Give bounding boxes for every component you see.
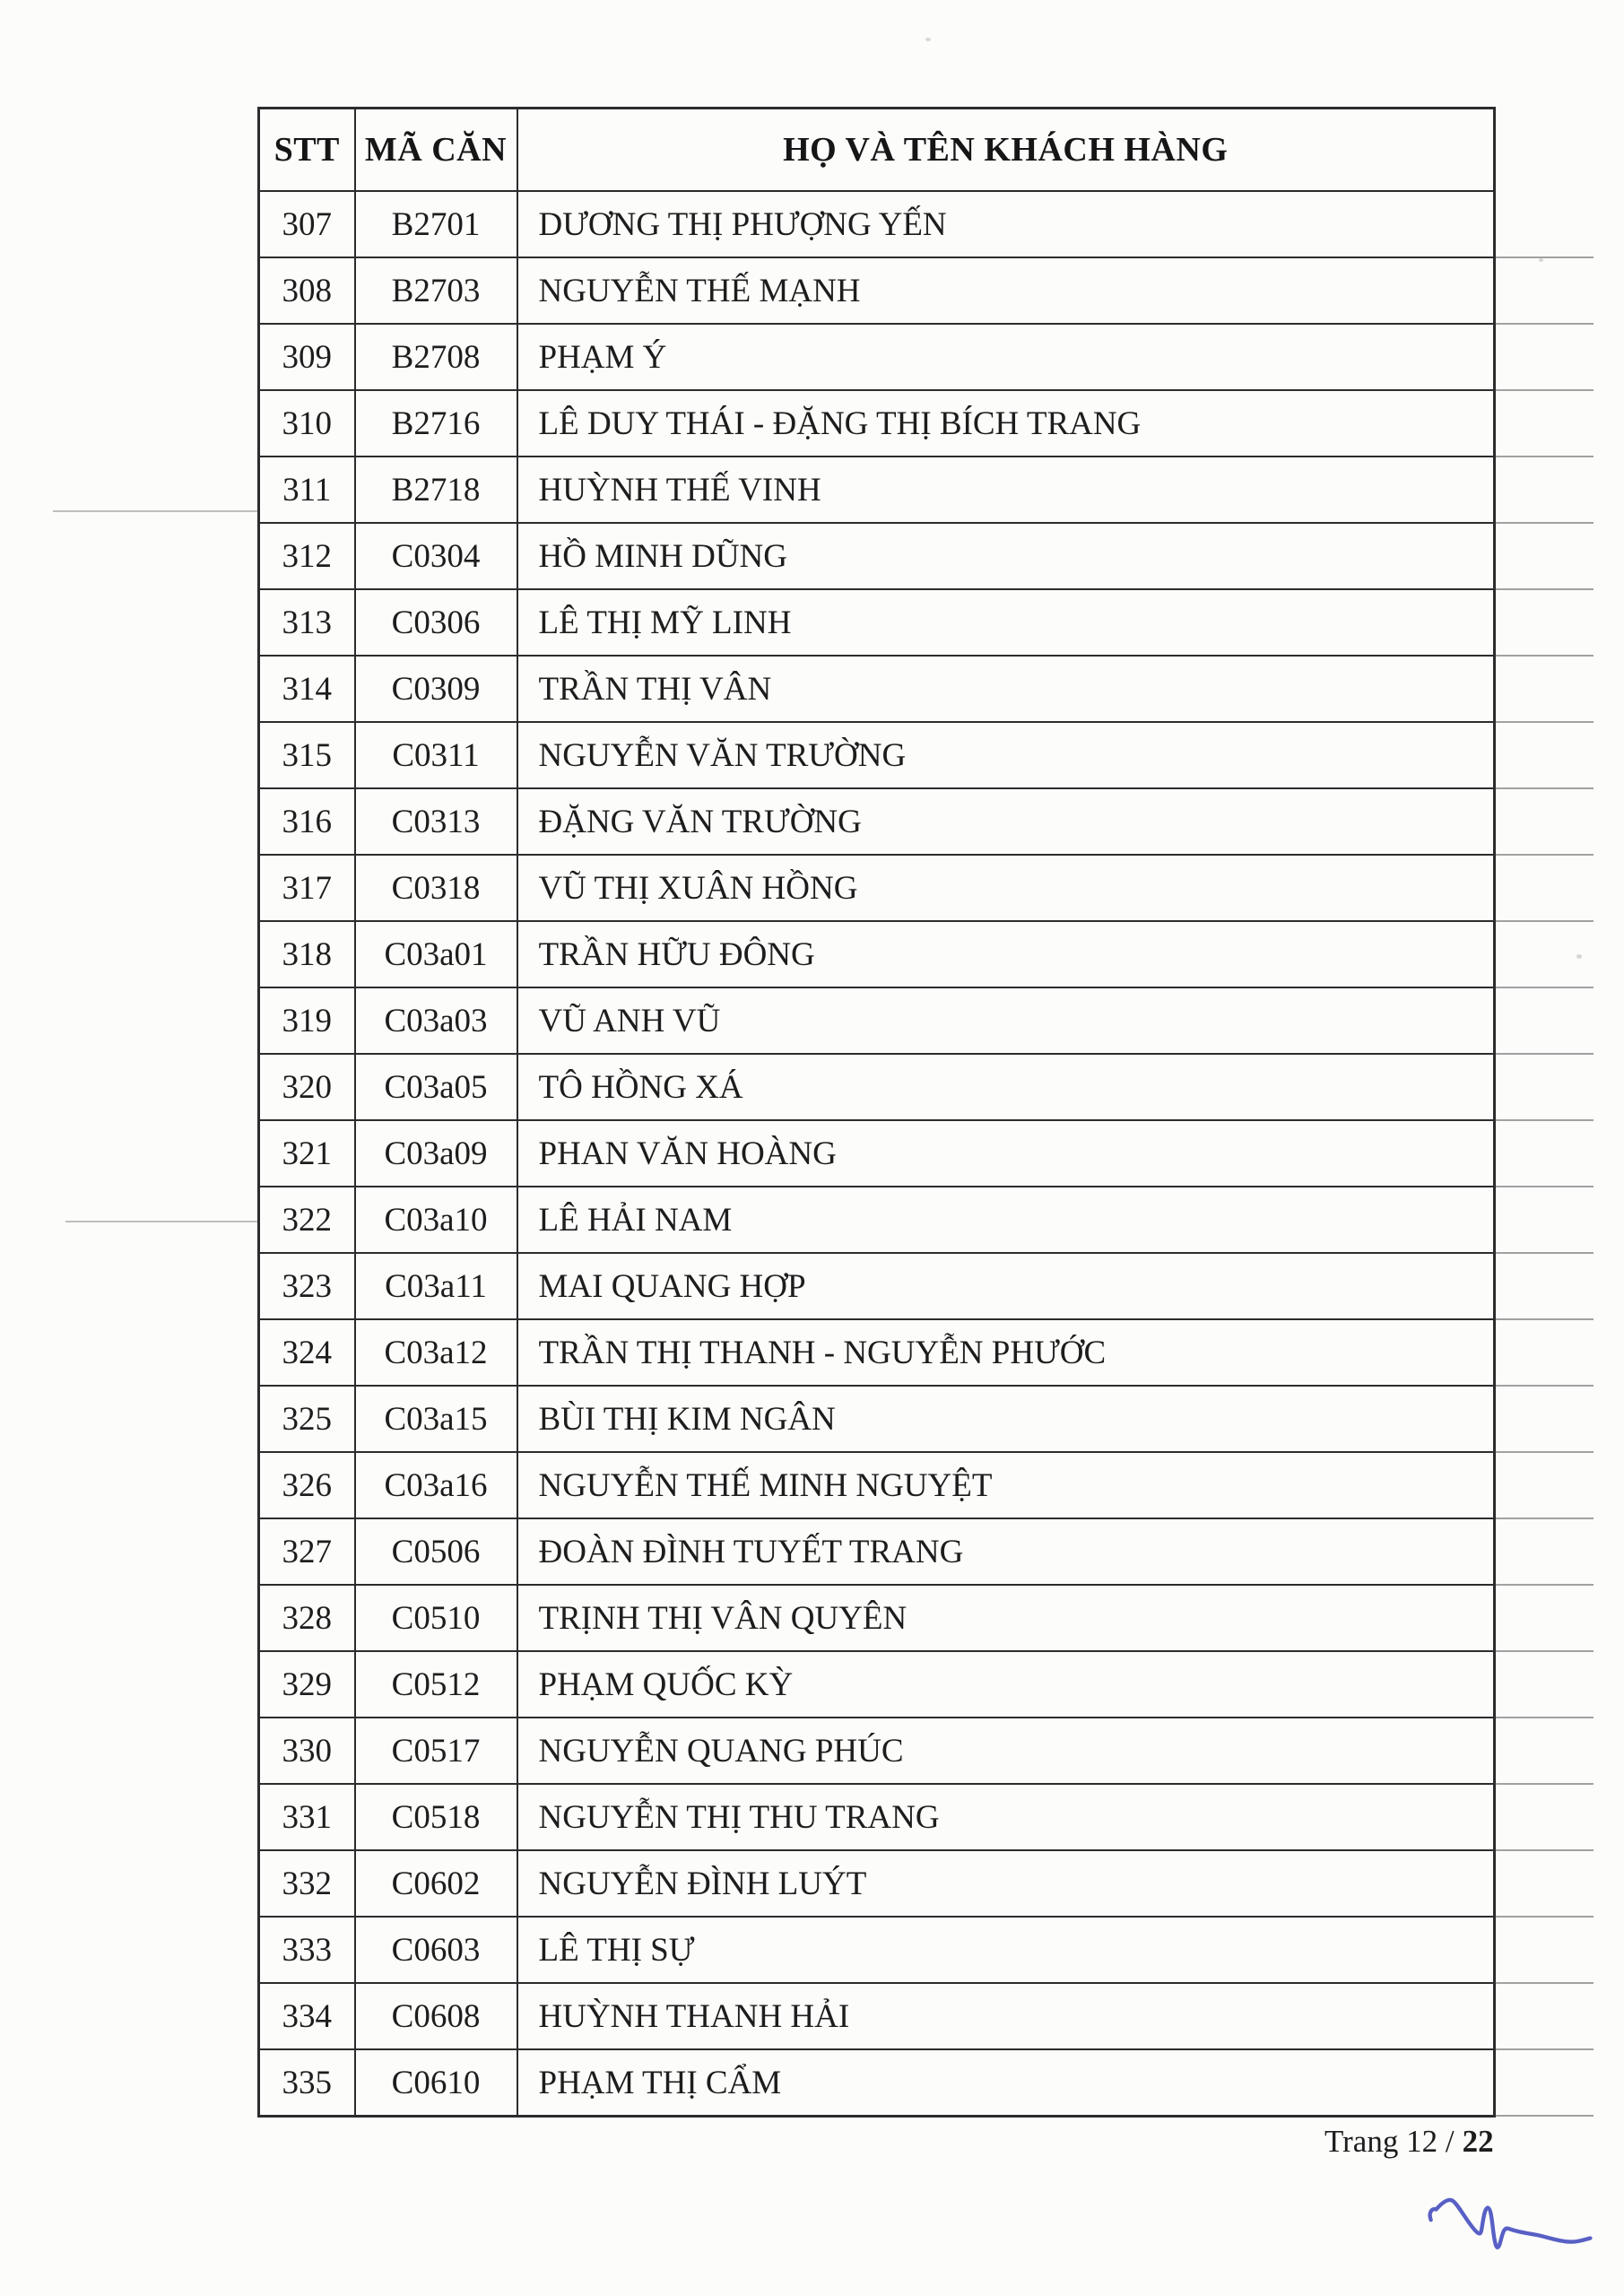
cell-ma-can: C0512	[355, 1651, 517, 1718]
scan-speck	[1576, 954, 1582, 959]
table-row	[259, 1585, 1495, 1651]
cell-stt: 324	[259, 1319, 355, 1386]
customer-table	[257, 107, 1496, 2118]
cell-stt: 332	[259, 1850, 355, 1917]
page-number-label: Trang 12 /	[1324, 2124, 1455, 2159]
cell-customer-name: MAI QUANG HỢP	[517, 1253, 1495, 1319]
table-row	[259, 1253, 1495, 1319]
cell-customer-name: HỒ MINH DŨNG	[517, 523, 1495, 589]
cell-customer-name: TRẦN THỊ THANH - NGUYỄN PHƯỚC	[517, 1319, 1495, 1386]
cell-customer-name: LÊ HẢI NAM	[517, 1187, 1495, 1253]
cell-stt: 311	[259, 457, 355, 523]
table-row	[259, 1054, 1495, 1120]
table-row	[259, 1917, 1495, 1983]
cell-stt: 323	[259, 1253, 355, 1319]
cell-customer-name: VŨ ANH VŨ	[517, 987, 1495, 1054]
cell-ma-can: B2718	[355, 457, 517, 523]
cell-ma-can: C0304	[355, 523, 517, 589]
cell-stt: 315	[259, 722, 355, 788]
cell-customer-name: TÔ HỒNG XÁ	[517, 1054, 1495, 1120]
cell-stt: 309	[259, 324, 355, 390]
table-row	[259, 1386, 1495, 1452]
cell-customer-name: ĐẶNG VĂN TRƯỜNG	[517, 788, 1495, 855]
cell-customer-name: NGUYỄN ĐÌNH LUÝT	[517, 1850, 1495, 1917]
table-row	[259, 1983, 1495, 2049]
table-row	[259, 1784, 1495, 1850]
cell-stt: 314	[259, 656, 355, 722]
cell-stt: 320	[259, 1054, 355, 1120]
cell-ma-can: C0517	[355, 1718, 517, 1784]
cell-customer-name: NGUYỄN THẾ MẠNH	[517, 257, 1495, 324]
cell-ma-can: C0311	[355, 722, 517, 788]
cell-customer-name: PHẠM THỊ CẨM	[517, 2049, 1495, 2117]
cell-customer-name: NGUYỄN THỊ THU TRANG	[517, 1784, 1495, 1850]
cell-stt: 316	[259, 788, 355, 855]
cell-stt: 322	[259, 1187, 355, 1253]
cell-stt: 331	[259, 1784, 355, 1850]
table-row	[259, 2049, 1495, 2117]
cell-customer-name: TRỊNH THỊ VÂN QUYÊN	[517, 1585, 1495, 1651]
page-number	[1324, 2124, 1494, 2160]
column-header-ma-can: MÃ CĂN	[355, 109, 517, 192]
cell-customer-name: LÊ DUY THÁI - ĐẶNG THỊ BÍCH TRANG	[517, 390, 1495, 457]
scan-speck	[1539, 258, 1543, 262]
cell-customer-name: TRẦN HỮU ĐÔNG	[517, 921, 1495, 987]
cell-ma-can: C0309	[355, 656, 517, 722]
table-row	[259, 656, 1495, 722]
table-row	[259, 191, 1495, 257]
table-row	[259, 987, 1495, 1054]
column-header-customer-name: HỌ VÀ TÊN KHÁCH HÀNG	[517, 109, 1495, 192]
cell-ma-can: C0518	[355, 1784, 517, 1850]
cell-ma-can: C03a16	[355, 1452, 517, 1518]
table-row	[259, 523, 1495, 589]
cell-ma-can: C0313	[355, 788, 517, 855]
cell-ma-can: C03a01	[355, 921, 517, 987]
cell-customer-name: DƯƠNG THỊ PHƯỢNG YẾN	[517, 191, 1495, 257]
cell-stt: 328	[259, 1585, 355, 1651]
cell-ma-can: C0306	[355, 589, 517, 656]
cell-stt: 310	[259, 390, 355, 457]
cell-customer-name: TRẦN THỊ VÂN	[517, 656, 1495, 722]
cell-ma-can: C0506	[355, 1518, 517, 1585]
table-row	[259, 457, 1495, 523]
cell-customer-name: NGUYỄN VĂN TRƯỜNG	[517, 722, 1495, 788]
cell-stt: 327	[259, 1518, 355, 1585]
cell-ma-can: B2703	[355, 257, 517, 324]
cell-ma-can: C0603	[355, 1917, 517, 1983]
table-row	[259, 1718, 1495, 1784]
cell-ma-can: C03a10	[355, 1187, 517, 1253]
cell-stt: 333	[259, 1917, 355, 1983]
cell-stt: 326	[259, 1452, 355, 1518]
cell-customer-name: PHẠM QUỐC KỲ	[517, 1651, 1495, 1718]
column-header-stt: STT	[259, 109, 355, 192]
cell-customer-name: ĐOÀN ĐÌNH TUYẾT TRANG	[517, 1518, 1495, 1585]
table-row	[259, 1319, 1495, 1386]
cell-ma-can: B2716	[355, 390, 517, 457]
table-row	[259, 788, 1495, 855]
table-header-row	[259, 109, 1495, 192]
cell-customer-name: PHAN VĂN HOÀNG	[517, 1120, 1495, 1187]
table-row	[259, 1120, 1495, 1187]
table-row	[259, 1452, 1495, 1518]
scan-line-artifact	[65, 1221, 257, 1222]
table-row	[259, 1850, 1495, 1917]
cell-customer-name: HUỲNH THANH HẢI	[517, 1983, 1495, 2049]
cell-customer-name: LÊ THỊ MỸ LINH	[517, 589, 1495, 656]
cell-ma-can: C03a12	[355, 1319, 517, 1386]
page-number-total: 22	[1462, 2124, 1494, 2159]
cell-ma-can: B2708	[355, 324, 517, 390]
cell-stt: 321	[259, 1120, 355, 1187]
cell-stt: 330	[259, 1718, 355, 1784]
cell-ma-can: C03a05	[355, 1054, 517, 1120]
scan-speck	[925, 38, 931, 41]
cell-stt: 312	[259, 523, 355, 589]
cell-stt: 319	[259, 987, 355, 1054]
table-row	[259, 722, 1495, 788]
cell-stt: 325	[259, 1386, 355, 1452]
cell-stt: 307	[259, 191, 355, 257]
table-row	[259, 855, 1495, 921]
cell-stt: 334	[259, 1983, 355, 2049]
scan-line-artifact	[53, 510, 257, 512]
cell-ma-can: C0608	[355, 1983, 517, 2049]
table-row	[259, 390, 1495, 457]
cell-customer-name: VŨ THỊ XUÂN HỒNG	[517, 855, 1495, 921]
cell-customer-name: NGUYỄN THẾ MINH NGUYỆT	[517, 1452, 1495, 1518]
cell-ma-can: C0318	[355, 855, 517, 921]
table-row	[259, 1187, 1495, 1253]
cell-stt: 308	[259, 257, 355, 324]
cell-customer-name: LÊ THỊ SỰ	[517, 1917, 1495, 1983]
cell-customer-name: PHẠM Ý	[517, 324, 1495, 390]
table-row	[259, 324, 1495, 390]
cell-ma-can: C03a15	[355, 1386, 517, 1452]
cell-ma-can: C03a03	[355, 987, 517, 1054]
cell-stt: 318	[259, 921, 355, 987]
cell-customer-name: NGUYỄN QUANG PHÚC	[517, 1718, 1495, 1784]
cell-customer-name: HUỲNH THẾ VINH	[517, 457, 1495, 523]
table-row	[259, 589, 1495, 656]
cell-stt: 313	[259, 589, 355, 656]
cell-ma-can: C03a11	[355, 1253, 517, 1319]
table-body	[259, 191, 1495, 2117]
table-row	[259, 257, 1495, 324]
table-wrapper	[257, 107, 1496, 2118]
cell-ma-can: B2701	[355, 191, 517, 257]
cell-stt: 329	[259, 1651, 355, 1718]
table-row	[259, 921, 1495, 987]
table-row	[259, 1651, 1495, 1718]
cell-stt: 317	[259, 855, 355, 921]
cell-customer-name: BÙI THỊ KIM NGÂN	[517, 1386, 1495, 1452]
cell-ma-can: C0510	[355, 1585, 517, 1651]
cell-ma-can: C03a09	[355, 1120, 517, 1187]
cell-ma-can: C0602	[355, 1850, 517, 1917]
cell-ma-can: C0610	[355, 2049, 517, 2117]
signature-scribble-icon	[1420, 2185, 1602, 2264]
cell-stt: 335	[259, 2049, 355, 2117]
table-row	[259, 1518, 1495, 1585]
